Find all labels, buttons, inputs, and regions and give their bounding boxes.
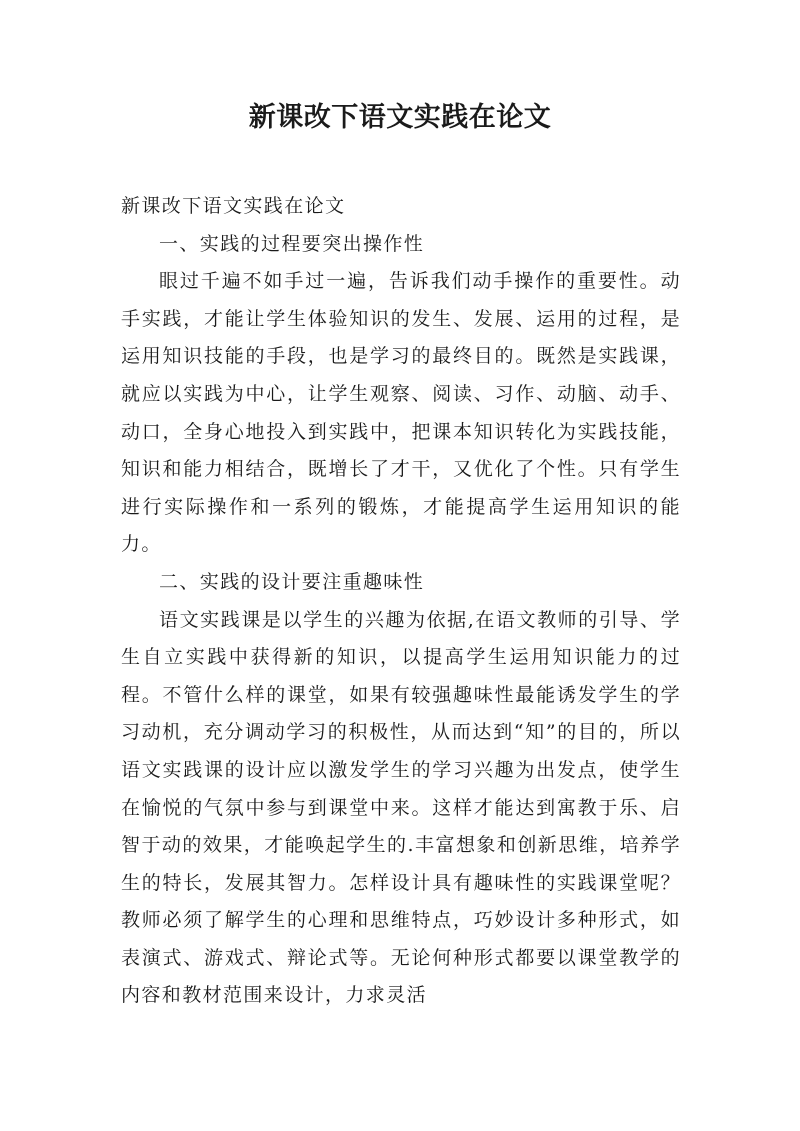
section-heading-2: 二、实践的设计要注重趣味性	[159, 570, 425, 593]
section-paragraph-1: 眼过千遍不如手过一遍，告诉我们动手操作的重要性。动手实践，才能让学生体验知识的发生、发展、运用的过程，是运用知识技能的手段，也是学习的最终目的。既然是实践课，就应以实践为中心，让学生观察、阅读、习作、动脑、动手、动口，全身心地投入到实践中，把课本知识转化为实践技能，知识和能力相结合，既增长了才干，又优化了个性。只有学生进行实际操作和一系列的锻炼，才能提高学生运用知识的能力。	[121, 270, 681, 556]
section-paragraph-2: 语文实践课是以学生的兴趣为依据,在语文教师的引导、学生自立实践中获得新的知识，以提高学生运用知识能力的过程。不管什么样的课堂，如果有较强趣味性最能诱发学生的学习动机，充分调动学习的积极性，从而达到“知”的目的，所以语文实践课的设计应以激发学生的学习兴趣为出发点，使学生在愉悦的气氛中参与到课堂中来。这样才能达到寓教于乐、启智于动的效果，才能唤起学生的.丰富想象和创新思维，培养学生的特长，发展其智力。怎样设计具有趣味性的实践课堂呢？教师必须了解学生的心理和思维特点，巧妙设计多种形式，如表演式、游戏式、辩论式等。无论何种形式都要以课堂教学的内容和教材范围来设计，力求灵活	[121, 608, 681, 1007]
subtitle-line: 新课改下语文实践在论文	[121, 195, 346, 217]
section-heading-1: 一、实践的过程要突出操作性	[159, 232, 425, 255]
document-title: 新课改下语文实践在论文	[248, 102, 552, 133]
document-body	[121, 188, 681, 1015]
